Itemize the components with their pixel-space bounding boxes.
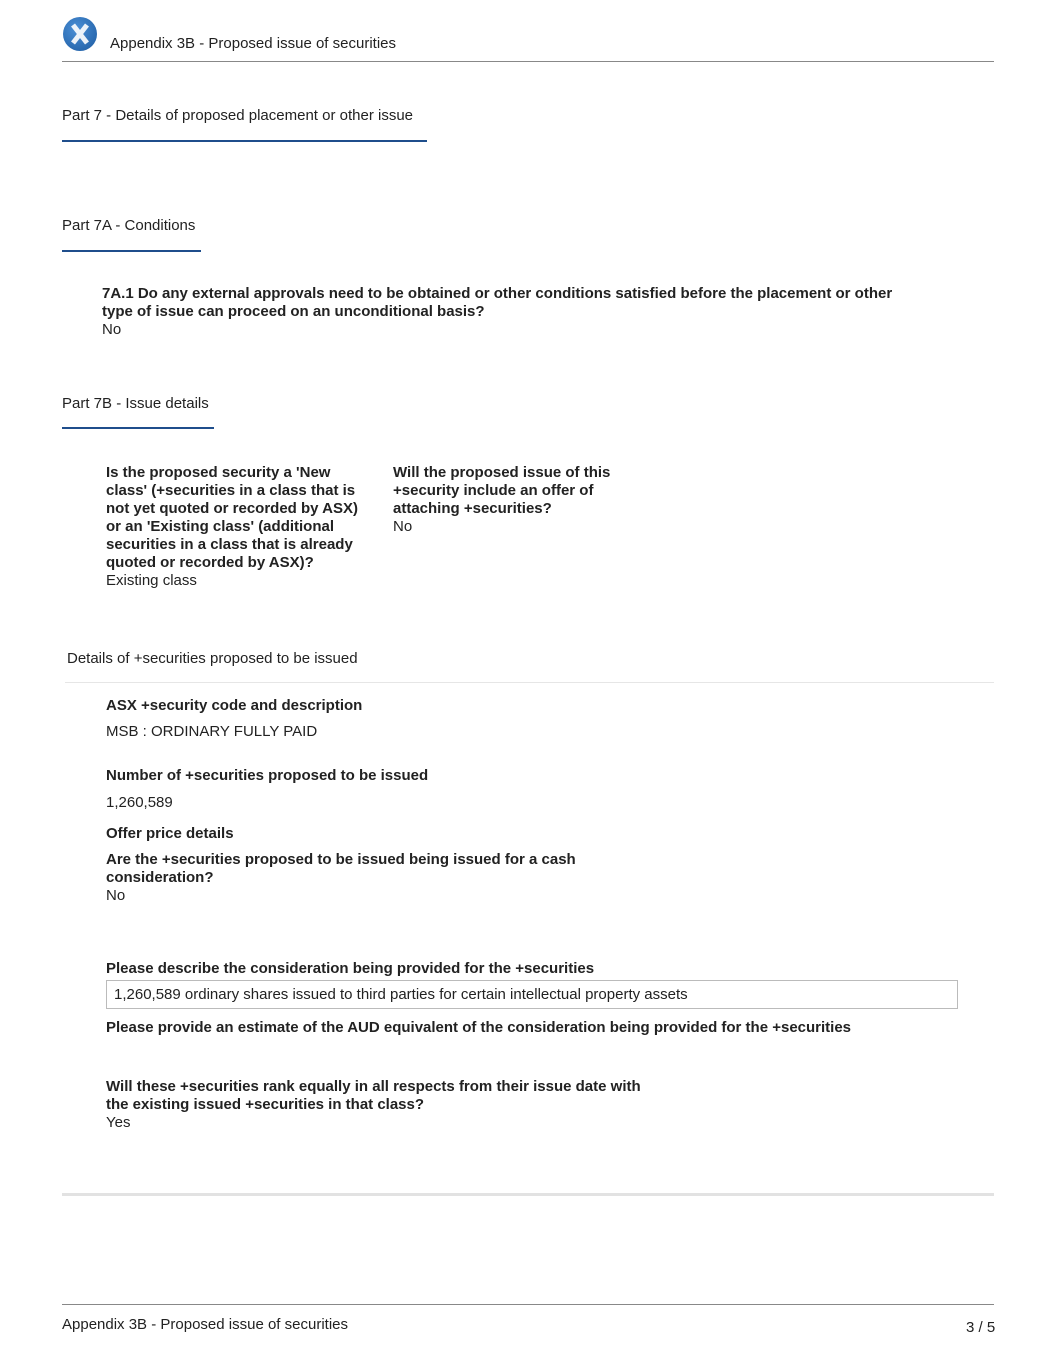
header-title: Appendix 3B - Proposed issue of securities bbox=[110, 35, 396, 52]
q-class bbox=[106, 464, 358, 590]
q-attach-line: attaching +securities? bbox=[393, 500, 552, 517]
header-divider bbox=[62, 61, 994, 62]
q-class-line: securities in a class that is already bbox=[106, 536, 353, 553]
q-attach-line: +security include an offer of bbox=[393, 482, 594, 499]
code-value: MSB : ORDINARY FULLY PAID bbox=[106, 723, 318, 740]
part7a-title: Part 7A - Conditions bbox=[62, 217, 196, 234]
footer-divider bbox=[62, 1304, 994, 1305]
part7a-underline bbox=[62, 250, 201, 252]
asx-logo-icon bbox=[63, 17, 97, 51]
q-7a1-line1: 7A.1 Do any external approvals need to be obtained or other conditions satisfied before the placement or other bbox=[102, 285, 893, 302]
code-label: ASX +security code and description bbox=[106, 697, 363, 714]
q-class-line: Is the proposed security a 'New bbox=[106, 464, 331, 481]
details-divider bbox=[65, 682, 994, 683]
part7b-underline bbox=[62, 427, 214, 429]
q-attach-line: Will the proposed issue of this bbox=[393, 464, 611, 481]
consideration-label: Please describe the consideration being provided for the +securities bbox=[106, 960, 595, 977]
part7-underline bbox=[62, 140, 427, 142]
number-value: 1,260,589 bbox=[106, 794, 173, 811]
cash-a: No bbox=[106, 887, 126, 904]
cash-q-line2: consideration? bbox=[106, 869, 214, 886]
q-class-line: class' (+securities in a class that is bbox=[106, 482, 356, 499]
page-number: 3 / 5 bbox=[966, 1319, 996, 1336]
aud-label: Please provide an estimate of the AUD equivalent of the consideration being provided for the +securities bbox=[106, 1019, 852, 1036]
offer-label: Offer price details bbox=[106, 825, 234, 842]
details-title: Details of +securities proposed to be issued bbox=[67, 650, 358, 667]
section-end-divider bbox=[62, 1193, 994, 1196]
q-7a1-line2: type of issue can proceed on an unconditional basis? bbox=[102, 303, 485, 320]
q-class-line: not yet quoted or recorded by ASX) bbox=[106, 500, 358, 517]
a-attach: No bbox=[393, 518, 413, 535]
a-7a1: No bbox=[102, 321, 122, 338]
q-class-line: quoted or recorded by ASX)? bbox=[106, 554, 314, 571]
rank-q-line2: the existing issued +securities in that class? bbox=[106, 1096, 425, 1113]
footer-title: Appendix 3B - Proposed issue of securities bbox=[62, 1316, 348, 1333]
rank-a: Yes bbox=[106, 1114, 131, 1131]
q-class-line: or an 'Existing class' (additional bbox=[106, 518, 335, 535]
part7b-title: Part 7B - Issue details bbox=[62, 395, 209, 412]
a-class: Existing class bbox=[106, 572, 197, 589]
q-attach bbox=[393, 464, 610, 536]
cash-q-line1: Are the +securities proposed to be issued being issued for a cash bbox=[106, 851, 576, 868]
part7-title: Part 7 - Details of proposed placement or other issue bbox=[62, 107, 414, 124]
consideration-field: 1,260,589 ordinary shares issued to third parties for certain intellectual property assets bbox=[106, 980, 958, 1009]
rank-q-line1: Will these +securities rank equally in all respects from their issue date with bbox=[106, 1078, 641, 1095]
number-label: Number of +securities proposed to be issued bbox=[106, 767, 429, 784]
